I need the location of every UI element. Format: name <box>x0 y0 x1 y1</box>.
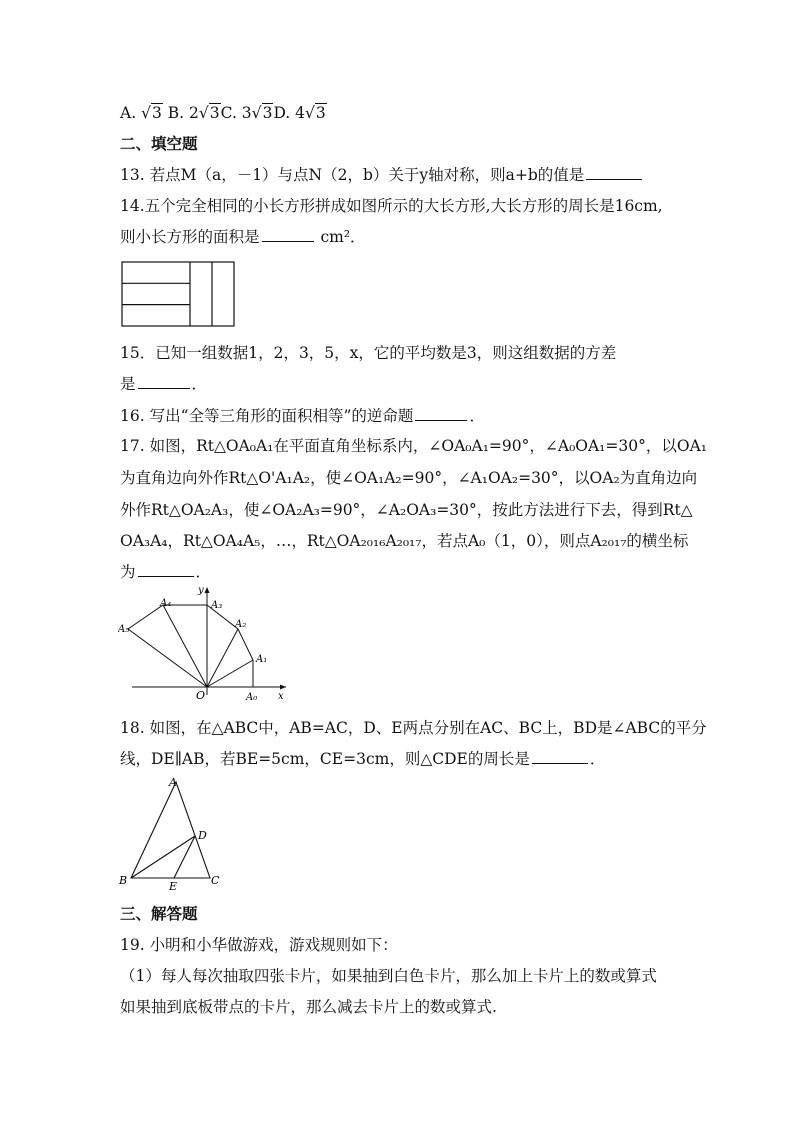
answer-blank <box>586 165 642 180</box>
option-c-label: C. 3 <box>220 104 252 122</box>
option-b-label: B. 2 <box>167 104 199 122</box>
figure-triangle-abc <box>116 772 228 894</box>
question-16-text: 16. 写出“全等三角形的面积相等”的逆命题 <box>120 407 414 425</box>
question-17-line-5 <box>120 562 211 582</box>
y-axis-arrow <box>205 587 210 593</box>
fig17-label-a0: A₀ <box>246 692 258 703</box>
question-14-line-2 <box>120 227 366 247</box>
fig17-label-x: x <box>278 691 284 702</box>
fig17-label-a1: A₁ <box>256 654 268 665</box>
question-14-unit: cm²． <box>320 228 366 246</box>
question-17-line-2: 为直角边向外作Rt△O'A₁A₂，使∠OA₁A₂=90°，∠A₁OA₂=30°，以OA₂为直角边向 <box>120 469 698 487</box>
answer-blank <box>532 749 588 764</box>
question-17-line-1: 17. 如图，Rt△OA₀A₁在平面直角坐标系内，∠OA₀A₁=90°，∠A₀OA₁=30°，以OA₁ <box>120 437 707 455</box>
question-17-line-3: 外作Rt△OA₂A₃，使∠OA₂A₃=90°，∠A₂OA₃=30°，按此方法进行下去，得到Rt△ <box>120 501 693 519</box>
question-17-end: ． <box>195 563 212 581</box>
option-a-sqrt: √3 <box>141 104 162 122</box>
question-19-line-2: （1）每人每次抽取四张卡片，如果抽到白色卡片，那么加上卡片上的数或算式 <box>120 967 657 985</box>
fig17-label-y: y <box>198 585 204 596</box>
fig18-label-a: A <box>169 776 177 789</box>
question-14-line-1: 14.五个完全相同的小长方形拼成如图所示的大长方形,大长方形的周长是16cm, <box>120 197 663 215</box>
question-13 <box>120 165 644 185</box>
question-15-end: ． <box>191 375 208 393</box>
question-15-text: 是 <box>120 375 136 393</box>
option-d-sqrt: √3 <box>305 104 326 122</box>
fig17-label-a3: A₃ <box>211 600 223 611</box>
question-19-line-3: 如果抽到底板带点的卡片，那么减去卡片上的数或算式. <box>120 998 497 1016</box>
option-c-sqrt: √3 <box>251 104 273 122</box>
question-18-text: 线，DE∥AB，若BE=5cm，CE=3cm，则△CDE的周长是 <box>120 750 530 768</box>
question-18-line-2 <box>120 749 605 769</box>
question-18-line-1: 18. 如图，在△ABC中，AB=AC，D、E两点分别在AC、BC上，BD是∠ABC的平分 <box>120 719 707 737</box>
question-15-line-1: 15．已知一组数据1，2，3，5，x，它的平均数是3，则这组数据的方差 <box>120 344 617 362</box>
fig17-label-o: O <box>196 689 206 702</box>
option-b-sqrt: √3 <box>198 104 220 122</box>
question-19-line-1: 19. 小明和小华做游戏，游戏规则如下： <box>120 936 398 954</box>
question-17-text: 为 <box>120 563 136 581</box>
question-13-text: 13. 若点M（a，－1）与点N（2，b）关于y轴对称，则a+b的值是 <box>120 166 585 184</box>
question-16 <box>120 406 485 426</box>
fig18-label-d: D <box>198 829 207 842</box>
q12-options <box>120 103 327 123</box>
question-14-text: 则小长方形的面积是 <box>120 228 260 246</box>
fig17-label-a4: A₄ <box>160 598 172 609</box>
figure-spiral-triangles <box>118 583 300 703</box>
option-d-label: D. 4 <box>273 104 306 122</box>
fig18-label-b: B <box>119 874 128 887</box>
question-18-end: ． <box>589 750 606 768</box>
fig17-label-a5: A₅ <box>118 624 130 635</box>
question-16-end: ． <box>469 407 485 425</box>
x-axis-arrow <box>280 685 286 690</box>
figure-rectangles <box>120 260 238 330</box>
answer-blank <box>415 406 467 421</box>
fig17-label-a2: A₂ <box>235 619 247 630</box>
answer-blank <box>138 562 194 577</box>
option-a-label: A. <box>120 104 137 122</box>
question-15-line-2 <box>120 374 207 394</box>
section-2-title: 二、填空题 <box>120 135 198 153</box>
answer-blank <box>262 227 314 242</box>
question-17-line-4: OA₃A₄，Rt△OA₄A₅，…，Rt△OA₂₀₁₆A₂₀₁₇，若点A₀（1，0），则点A₂₀₁₇的横坐标 <box>120 532 689 550</box>
fig18-label-c: C <box>211 874 220 887</box>
fig18-label-e: E <box>169 880 178 893</box>
answer-blank <box>138 374 190 389</box>
section-3-title: 三、解答题 <box>120 905 198 923</box>
